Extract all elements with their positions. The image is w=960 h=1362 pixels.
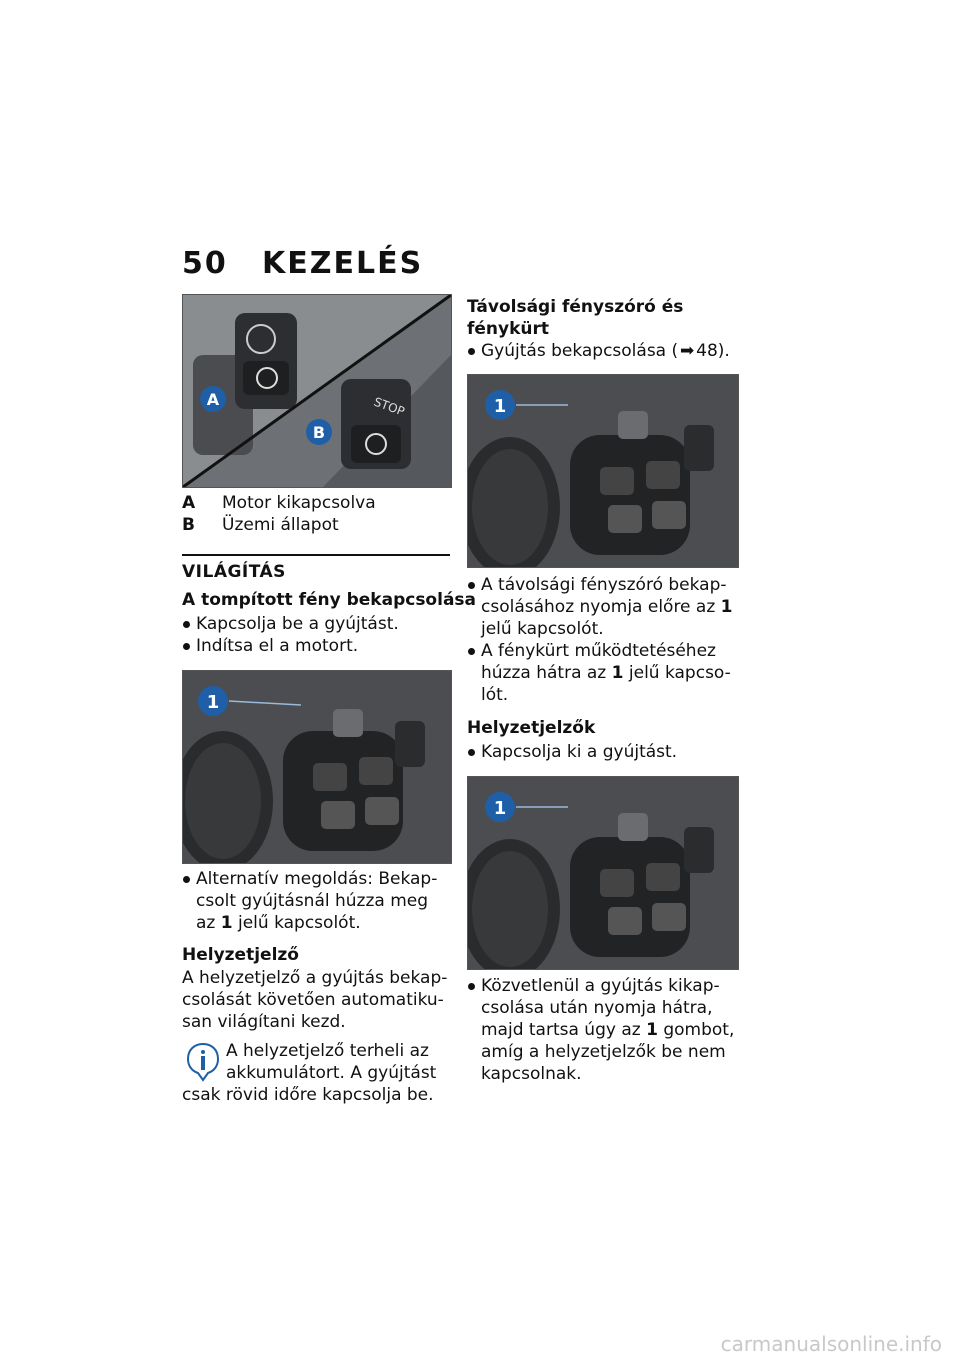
- parking-light-step: [467, 741, 747, 763]
- watermark: carmanualsonline.info: [720, 1332, 942, 1356]
- text-line: Közvetlenül a gyújtás kikap-: [481, 976, 720, 996]
- marker-b: B: [312, 423, 326, 442]
- figure-kill-switch: [182, 294, 452, 488]
- high-beam-steps: [467, 574, 747, 706]
- page-number: 50: [182, 246, 228, 281]
- figure-switch-left: [182, 670, 452, 864]
- text-line: csolt gyújtásnál húzza meg: [196, 891, 429, 911]
- legend-row: [182, 492, 452, 514]
- ref-number: 1: [646, 1020, 658, 1040]
- text-fragment: majd tartsa úgy az: [481, 1020, 647, 1040]
- ref-number: 1: [720, 597, 733, 617]
- marker-1: 1: [206, 692, 220, 713]
- list-item: Kapcsolja ki a gyújtást.: [467, 741, 747, 763]
- text-line: fénykürt: [467, 319, 550, 339]
- low-beam-steps: [182, 613, 452, 657]
- page-ref: 48).: [696, 341, 730, 361]
- subheading-low-beam: A tompított fény bekapcsolása: [182, 590, 477, 610]
- paragraph-parking-light: [182, 967, 452, 1033]
- list-item: [467, 640, 747, 706]
- ref-number: 1: [611, 663, 624, 683]
- text-fragment: gombot,: [657, 1020, 735, 1040]
- ignition-step: [467, 340, 747, 362]
- figure-switch-right-bottom: [467, 776, 739, 970]
- text-line: A helyzetjelző terheli az: [226, 1041, 429, 1061]
- subheading-parking-light: Helyzetjelző: [182, 945, 299, 965]
- legend-key: A: [182, 493, 196, 513]
- marker-a: A: [206, 390, 220, 409]
- legend-text: Motor kikapcsolva: [222, 493, 376, 513]
- text-line: Távolsági fényszóró és: [467, 297, 684, 317]
- section-title: VILÁGÍTÁS: [182, 562, 286, 582]
- text-fragment: Gyújtás bekapcsolása (: [481, 341, 679, 361]
- legend-row: [182, 514, 452, 536]
- figure-switch-right-top: [467, 374, 739, 568]
- text-line: jelű kapcsolót.: [481, 619, 604, 639]
- legend-text: Üzemi állapot: [222, 515, 339, 535]
- legend-key: B: [182, 515, 195, 535]
- text-line: A fénykürt működtetéséhez: [481, 641, 716, 661]
- text-line: A távolsági fényszóró bekap-: [481, 575, 727, 595]
- text-line: lót.: [481, 685, 509, 705]
- marker-1: 1: [493, 396, 507, 417]
- list-item: Kapcsolja be a gyújtást.: [182, 613, 452, 635]
- subheading-high-beam: [467, 296, 737, 340]
- text-line: csak rövid időre kapcsolja be.: [182, 1085, 434, 1105]
- text-line: A helyzetjelző a gyújtás bekap-: [182, 968, 448, 988]
- text-fragment: jelű kapcsolót.: [232, 913, 361, 933]
- text-line: amíg a helyzetjelzők be nem: [481, 1042, 726, 1062]
- list-item: [467, 975, 747, 1085]
- text-fragment: jelű kapcso-: [623, 663, 731, 683]
- arrow-ref-icon: ➡: [680, 341, 695, 361]
- figure-legend: [182, 492, 452, 536]
- parking-light-hold-step: [467, 975, 747, 1085]
- text-line: csolását követően automatiku-: [182, 990, 444, 1010]
- text-line: akkumulátort. A gyújtást: [226, 1063, 437, 1083]
- text-fragment: az: [196, 913, 221, 933]
- list-item: [182, 868, 452, 934]
- list-item: [467, 574, 747, 640]
- ref-number: 1: [220, 913, 233, 933]
- text-line: san világítani kezd.: [182, 1012, 346, 1032]
- page-header: [182, 246, 423, 281]
- text-fragment: csolásához nyomja előre az: [481, 597, 721, 617]
- page-title: KEZELÉS: [262, 246, 424, 281]
- text-fragment: húzza hátra az: [481, 663, 612, 683]
- note-text: [182, 1040, 452, 1106]
- text-line: csolása után nyomja hátra,: [481, 998, 713, 1018]
- text-line: Alternatív megoldás: Bekap-: [196, 869, 438, 889]
- marker-1: 1: [493, 798, 507, 819]
- text-line: kapcsolnak.: [481, 1064, 582, 1084]
- stop-label: STOP: [371, 394, 407, 419]
- alternative-step: [182, 868, 452, 934]
- subheading-parking-lights: Helyzetjelzők: [467, 718, 596, 738]
- section-rule: [182, 554, 450, 556]
- list-item: [467, 340, 747, 362]
- list-item: Indítsa el a motort.: [182, 635, 452, 657]
